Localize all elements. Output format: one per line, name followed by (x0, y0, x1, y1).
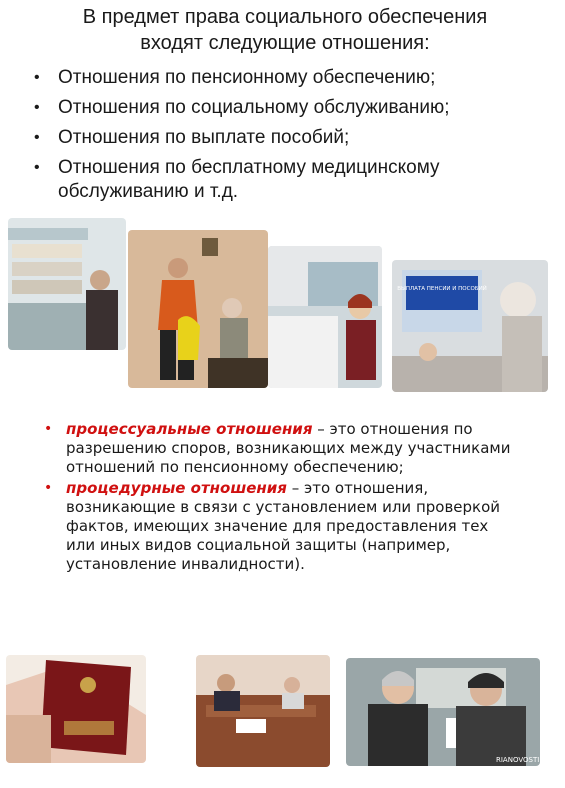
home-care-photo (128, 230, 268, 388)
list-item-pension: • Отношения по пенсионному обеспечению; (30, 66, 550, 90)
office-counter-photo (268, 246, 382, 388)
relation-types-list (42, 420, 522, 576)
courtroom-photo (196, 655, 330, 767)
procedural-facts-item (42, 479, 522, 574)
procedural-disputes-item (42, 420, 522, 477)
payment-window-photo (392, 260, 548, 392)
elderly-people-photo (346, 658, 540, 766)
pharmacy-photo (8, 218, 126, 350)
watermark-text: RIANOVOSTI (496, 756, 540, 764)
page-title (40, 4, 530, 56)
payment-window-sign: ВЫПЛАТА ПЕНСИИ И ПОСОБИЙ (397, 286, 487, 292)
list-item-social-service: • Отношения по социальному обслуживанию; (30, 96, 550, 120)
relations-list (30, 66, 550, 210)
definition-processual: – это отношения по разрешению споров, возникающих между участниками отношений по пенсионному обеспечению; (66, 420, 511, 476)
term-processual: процессуальные отношения (66, 420, 313, 438)
list-item-medical: • Отношения по бесплатному медицинскому обслуживанию и т.д. (30, 156, 550, 204)
term-procedural: процедурные отношения (66, 479, 287, 497)
title-line-2: входят следующие отношения: (140, 32, 430, 54)
title-line-1: В предмет права социального обеспечения (82, 6, 488, 28)
list-item-benefits: • Отношения по выплате пособий; (30, 126, 550, 150)
pension-certificate-photo (6, 655, 146, 763)
definition-procedural: – это отношения, возникающие в связи с установлением или проверкой фактов, имеющих значение для предоставления тех или иных видов социальной защиты (например, установление инвалидности). (66, 479, 501, 573)
